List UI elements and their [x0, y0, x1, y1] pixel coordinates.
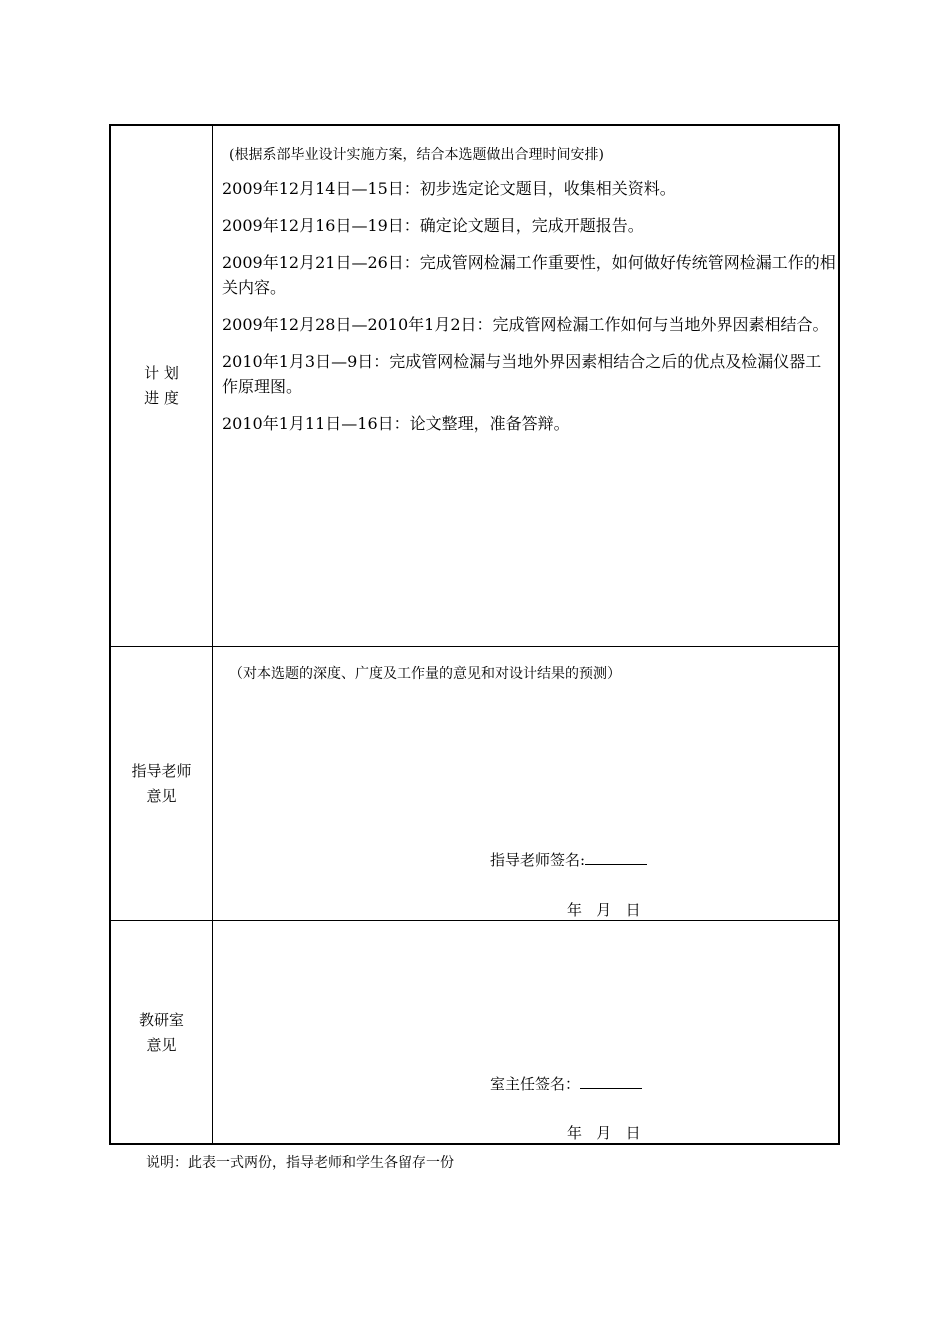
- plan-content-cell: [214, 126, 838, 646]
- plan-label-cell: [111, 126, 213, 646]
- office-row: [111, 921, 838, 1145]
- advisor-note: （对本选题的深度、广度及工作量的意见和对设计结果的预测）: [229, 666, 621, 682]
- form-table: [109, 124, 840, 1145]
- plan-item: 2009年12月14日—15日：初步选定论文题目，收集相关资料。: [222, 179, 676, 198]
- advisor-signature-line[interactable]: [585, 850, 647, 865]
- office-label-line1: 教研室: [138, 1011, 184, 1029]
- advisor-signature-label: 指导老师签名:: [490, 851, 586, 869]
- advisor-signature: [490, 849, 647, 870]
- plan-note: (根据系部毕业设计实施方案，结合本选题做出合理时间安排): [229, 147, 604, 163]
- advisor-content-cell: [214, 647, 838, 920]
- office-label-line2: 意见: [146, 1036, 177, 1054]
- plan-item: 2009年12月28日—2010年1月2日：完成管网检漏工作如何与当地外界因素相结合。: [222, 315, 829, 334]
- plan-label-line1: 计 划: [144, 364, 179, 382]
- footer-note: 说明：此表一式两份，指导老师和学生各留存一份: [146, 1155, 454, 1171]
- advisor-date: 年 月 日: [567, 901, 641, 919]
- advisor-label-line2: 意见: [146, 786, 177, 805]
- office-signature: [490, 1073, 642, 1094]
- plan-item: 2010年1月3日—9日：完成管网检漏与当地外界因素相结合之后的优点及检漏仪器工作原理图。: [222, 352, 822, 396]
- advisor-label-line1: 指导老师: [131, 761, 192, 780]
- plan-item: 2009年12月21日—26日：完成管网检漏工作重要性，如何做好传统管网检漏工作的相关内容。: [222, 253, 836, 297]
- office-signature-line[interactable]: [580, 1074, 642, 1089]
- plan-row: [111, 126, 838, 647]
- plan-item: 2010年1月11日—16日：论文整理，准备答辩。: [222, 414, 570, 433]
- plan-item: 2009年12月16日—19日：确定论文题目，完成开题报告。: [222, 216, 644, 235]
- plan-label-line2: 进 度: [144, 389, 179, 407]
- office-signature-label: 室主任签名：: [490, 1075, 581, 1093]
- office-date: 年 月 日: [567, 1124, 641, 1142]
- plan-list: [222, 176, 836, 448]
- advisor-label-cell: [111, 647, 213, 920]
- office-label-cell: [111, 921, 213, 1145]
- advisor-row: [111, 647, 838, 921]
- office-content-cell: [214, 921, 838, 1145]
